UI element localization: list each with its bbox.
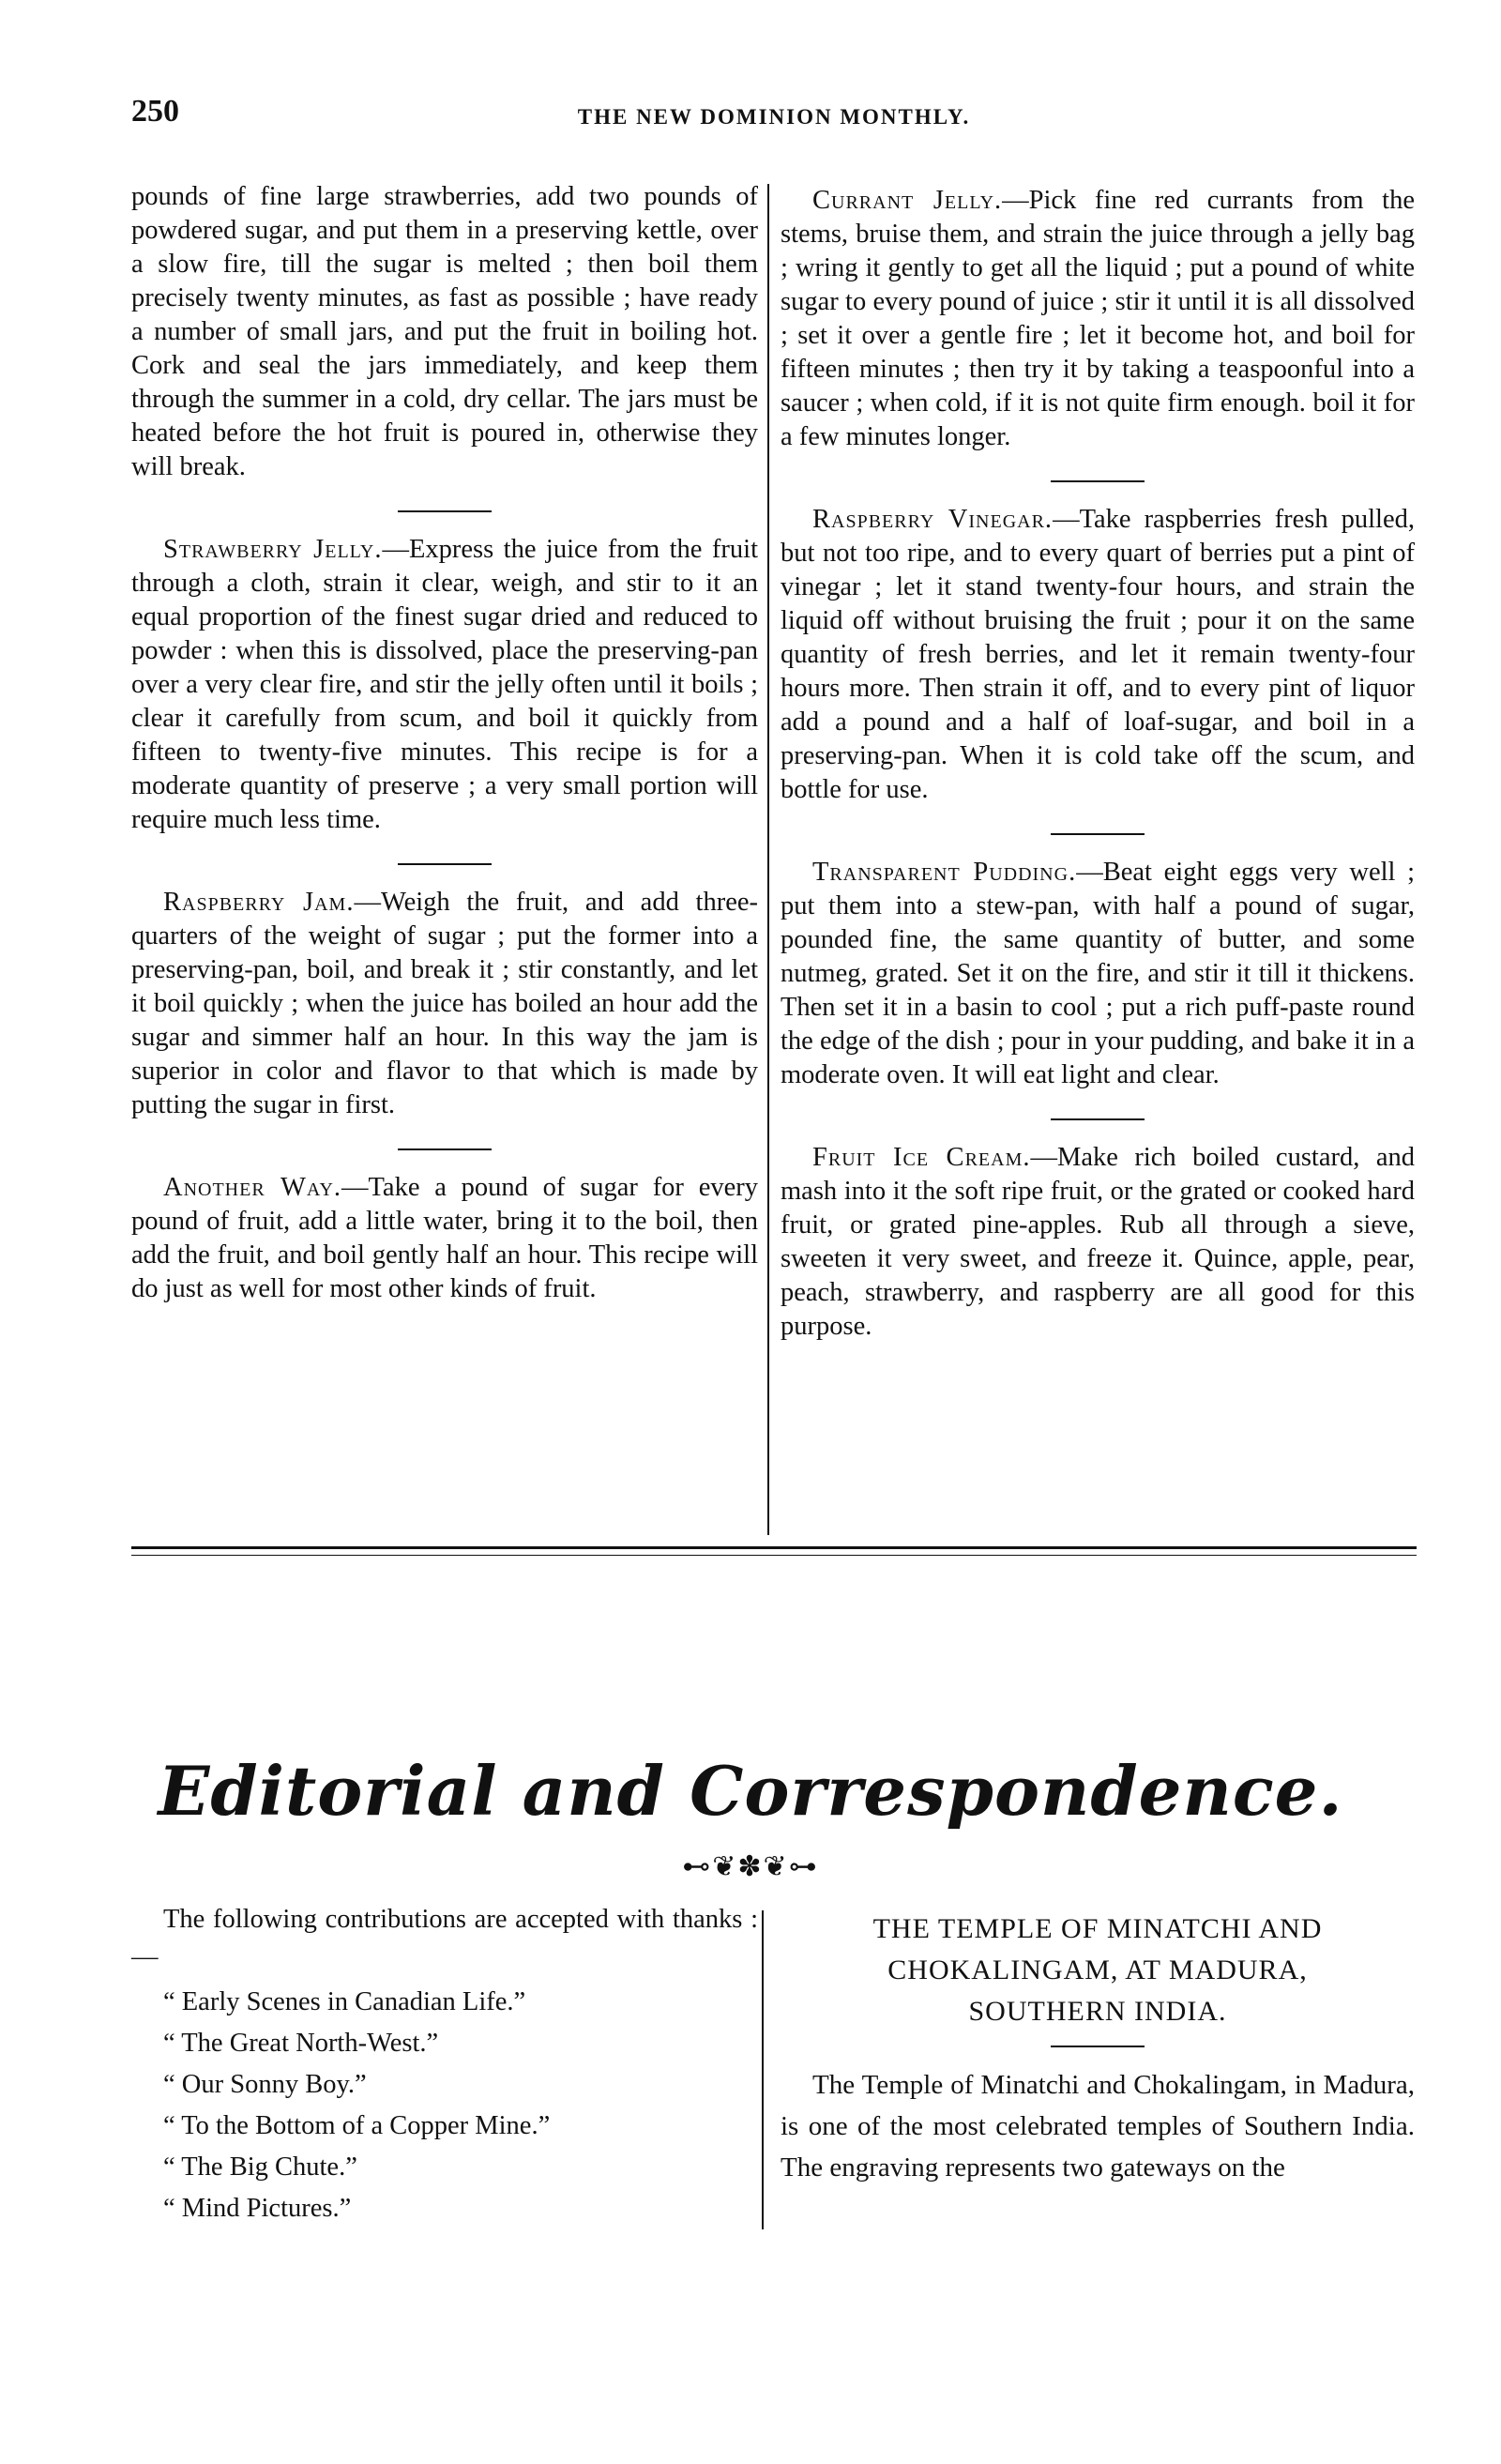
recipe-title: Fruit Ice Cream. [812, 1143, 1031, 1172]
recipe-text: —Express the juice from the fruit through a cloth, strain it clear, weigh, and stir to it an equal proportion of the finest sugar dried and reduced to powder : when this is dissolved, place the preserving-pan over a very clear fire, and stir the jelly often until it boils ; clear it carefully from scum, and boil it quickly from fifteen to twenty-five minutes. This recipe is for a moderate quantity of preserve ; a very small portion will require much less time. [131, 535, 758, 834]
article-body: The Temple of Minatchi and Chokalingam, in Madura, is one of the most celebrated temples of Southern India. The engraving represents two gateways on the [781, 2070, 1415, 2183]
article-title-line: CHOKALINGAM, AT MADURA, [887, 1954, 1308, 1985]
running-header [131, 94, 1417, 141]
recipe-title: Raspberry Jam. [163, 888, 355, 917]
article-title [781, 1909, 1415, 2032]
recipe-title: Strawberry Jelly. [163, 535, 383, 564]
list-item: “ To the Bottom of a Copper Mine.” [163, 2111, 551, 2140]
recipe-raspberry-jam [131, 886, 758, 1122]
continued-recipe-text: pounds of fine large strawberries, add two pounds of powdered sugar, and put them in a preserving kettle, over a slow fire, till the sugar is melted ; then boil them precisely twenty minutes, as fast as possible ; have ready a number of small jars, and put the fruit in boiling hot. Cork and seal the jars immediately, and keep them through the summer in a cold, dry cellar. The jars must be heated before the hot fruit is poured in, otherwise they will break. [131, 182, 758, 481]
section-divider [1051, 833, 1145, 835]
recipe-text: —Take raspberries fresh pulled, but not too ripe, and to every quart of berries put a pint of vinegar ; let it stand twenty-four hours, and strain the liquid off without bruising the fruit ; pour it on the same quantity of fresh berries, and let it remain twenty-four hours more. Then strain it off, and to every pint of liquor add a pound and a half of loaf-sugar, and boil in a preserving-pan. When it is cold take off the scum, and bottle for use. [781, 505, 1416, 804]
recipe-raspberry-vinegar [781, 503, 1415, 807]
recipe-title: Raspberry Vinegar. [812, 505, 1054, 534]
list-item: “ The Great North-West.” [163, 2029, 439, 2058]
contributions-column [131, 1901, 758, 2229]
recipe-currant-jelly [781, 184, 1415, 454]
list-item: “ The Big Chute.” [163, 2152, 357, 2182]
article-title-line: SOUTHERN INDIA. [968, 1996, 1227, 2027]
article-title-line: THE TEMPLE OF MINATCHI AND [872, 1913, 1323, 1944]
list-item: “ Our Sonny Boy.” [163, 2070, 367, 2099]
contributions-list [163, 1982, 758, 2229]
recipe-another-way [131, 1171, 758, 1306]
left-column-recipes [131, 180, 758, 1306]
list-item: “ Mind Pictures.” [163, 2194, 352, 2223]
recipe-text: —Make rich boiled custard, and mash into it the soft ripe fruit, or the grated or cooked hard fruit, or grated pine-apples. Rub all through a sieve, sweeten it very sweet, and freeze it. Quince, apple, pear, peach, strawberry, and raspberry are all good for this purpose. [781, 1143, 1415, 1341]
column-rule [767, 184, 769, 1535]
column-rule [762, 1910, 764, 2229]
recipe-title: Transparent Pudding. [812, 858, 1077, 887]
recipe-text: —Pick fine red currants from the stems, bruise them, and strain the juice through a jelly bag ; wring it gently to get all the liquid ; put a pound of white sugar to every pound of juice ; stir it until it is all dissolved ; set it over a gentle fire ; let it become hot, and boil for fifteen minutes ; then try it by taking a teaspoonful into a saucer ; when cold, if it is not quite firm enough. boil it for a few minutes longer. [781, 186, 1415, 451]
recipe-transparent-pudding [781, 856, 1415, 1092]
section-divider [398, 863, 492, 865]
recipe-title: Currant Jelly. [812, 186, 1003, 215]
recipe-text: —Weigh the fruit, and add three-quarters of the weight of sugar ; put the former into a preserving-pan, boil, and break it ; stir constantly, and let it boil quickly ; when the juice has boiled an hour add the sugar and simmer half an hour. In this way the jam is superior in color and flavor to that which is made by putting the sugar in first. [131, 888, 759, 1119]
journal-title: THE NEW DOMINION MONTHLY. [577, 105, 971, 129]
editorial-section-title: Editorial and Correspondence. [158, 1751, 1343, 1831]
section-divider [1051, 2046, 1145, 2047]
double-rule-divider [131, 1546, 1417, 1556]
recipe-fruit-ice-cream [781, 1141, 1415, 1344]
right-column-recipes [781, 184, 1415, 1344]
section-divider [398, 1148, 492, 1150]
section-divider [398, 510, 492, 512]
ornament-divider: ⊷❦✽❦⊶ [682, 1851, 819, 1882]
contributions-intro: The following contributions are accepted with thanks :— [131, 1905, 758, 1971]
recipe-text: —Beat eight eggs very well ; put them into a stew-pan, with half a pound of sugar, pounded fine, the same quantity of butter, and some nutmeg, grated. Set it on the fire, and stir it till it thickens. Then set it in a basin to cool ; put a rich puff-paste round the edge of the dish ; pour in your pudding, and bake it in a moderate oven. It will eat light and clear. [781, 858, 1415, 1089]
recipe-strawberry-jelly [131, 533, 758, 837]
article-column [781, 1909, 1415, 2188]
section-divider [1051, 480, 1145, 482]
list-item: “ Early Scenes in Canadian Life.” [163, 1987, 526, 2016]
section-divider [1051, 1118, 1145, 1120]
recipe-title: Another Way. [163, 1173, 342, 1202]
page-number: 250 [131, 94, 179, 129]
recipe-text: —Take a pound of sugar for every pound of fruit, add a little water, bring it to the boil, then add the fruit, and boil gently half an hour. This recipe will do just as well for most other kinds of fruit. [131, 1173, 758, 1303]
